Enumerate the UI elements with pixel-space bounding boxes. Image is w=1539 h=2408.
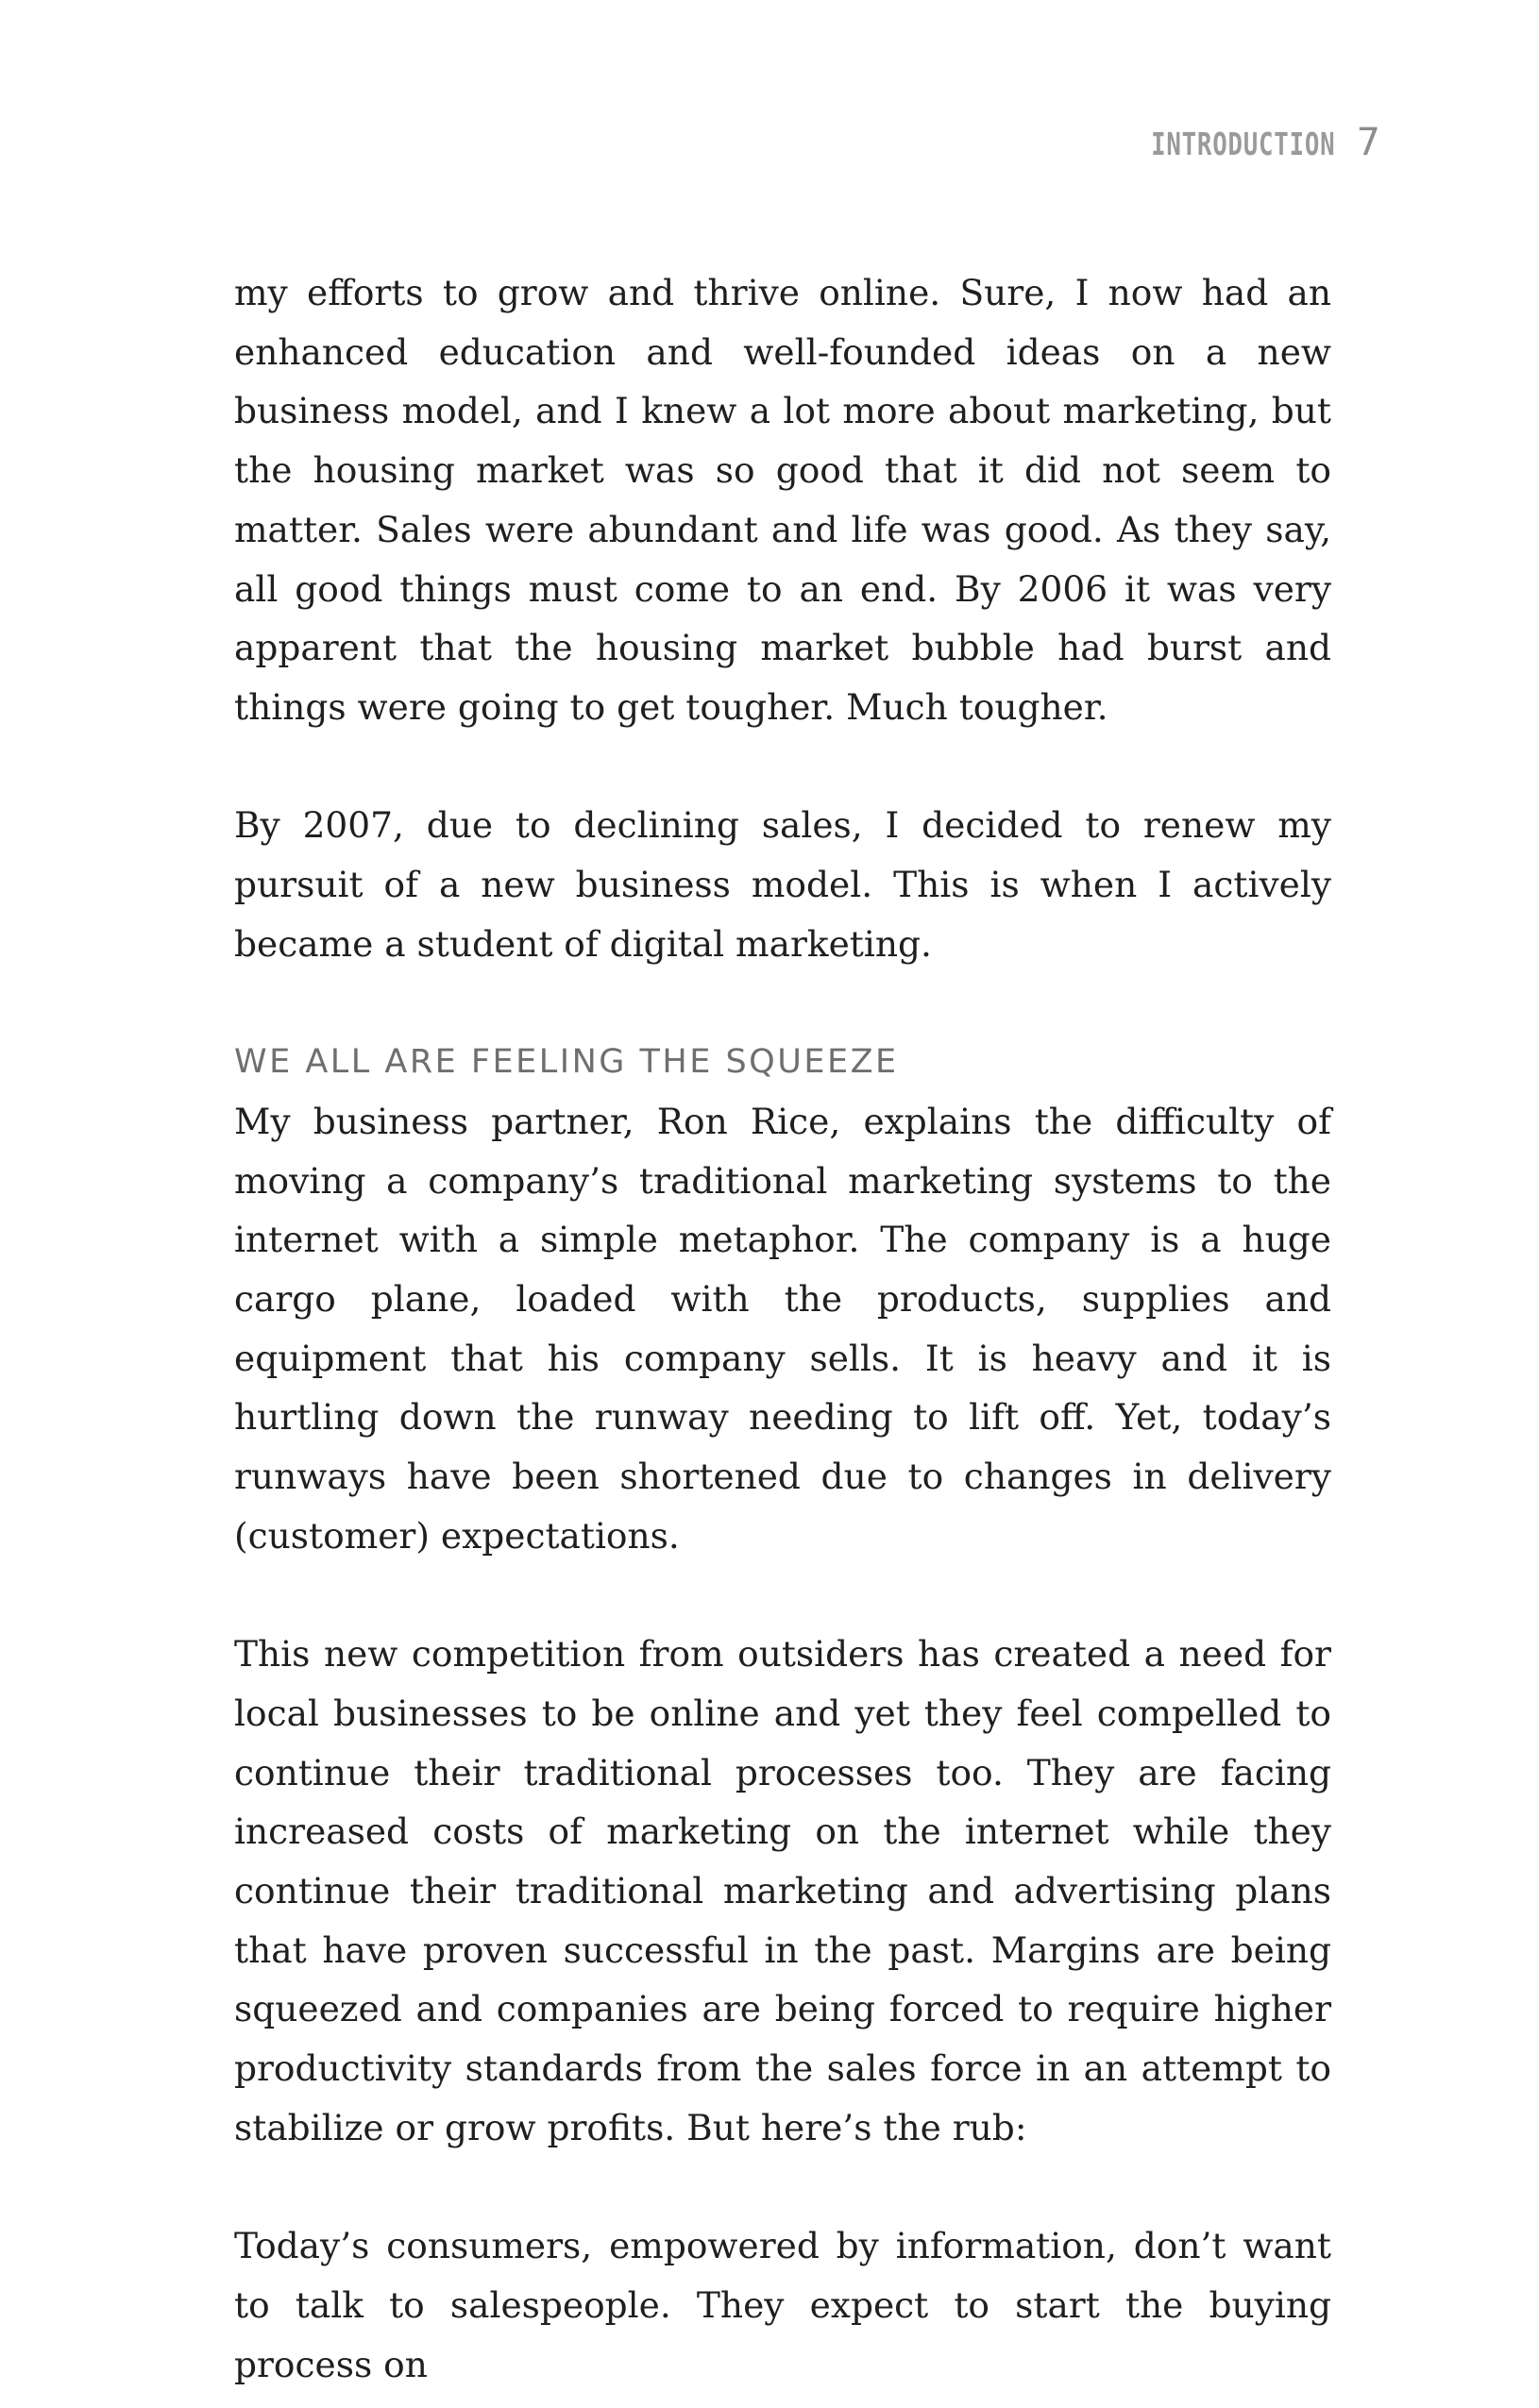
running-head [1099,121,1380,164]
paragraph: My business partner, Ron Rice, explains the difficulty of moving a company’s traditional marketing systems to the internet with a simple metaphor. The company is a huge cargo plane, loaded with the products, supplies and equipment that his company sells. It is heavy and it is hurtling down the runway needing to lift off. Yet, today’s runways have been shortened due to changes in delivery (customer) expectations. [234,1100,1331,1557]
page-number: 7 [1356,121,1380,164]
body-text [234,263,1331,2394]
paragraph: my efforts to grow and thrive online. Sure, I now had an enhanced education and well-founded ideas on a new business model, and I knew a lot more about marketing, but the housing market was so good that it did not seem to matter. Sales were abundant and life was good. As they say, all good things must come to an end. By 2006 it was very apparent that the housing market bubble had burst and things were going to get tougher. Much tougher. [234,272,1331,728]
paragraph: Today’s consumers, empowered by information, don’t want to talk to salespeople. They expect to start the buying process on [234,2225,1331,2385]
running-head-section-title: INTRODUCTION [1151,126,1336,162]
section-heading: WE ALL ARE FEELING THE SQUEEZE [234,1043,899,1082]
paragraph: By 2007, due to declining sales, I decided to renew my pursuit of a new business model. This is when I actively became a student of digital marketing. [234,804,1331,965]
paragraph: This new competition from outsiders has created a need for local businesses to be online and yet they feel compelled to continue their traditional processes too. They are facing increased costs of marketing on the internet while they continue their traditional marketing and advertising plans that have proven successful in the past. Margins are being squeezed and companies are being forced to require higher productivity standards from the sales force in an attempt to stabilize or grow profits. But here’s the rub: [234,1633,1331,2148]
